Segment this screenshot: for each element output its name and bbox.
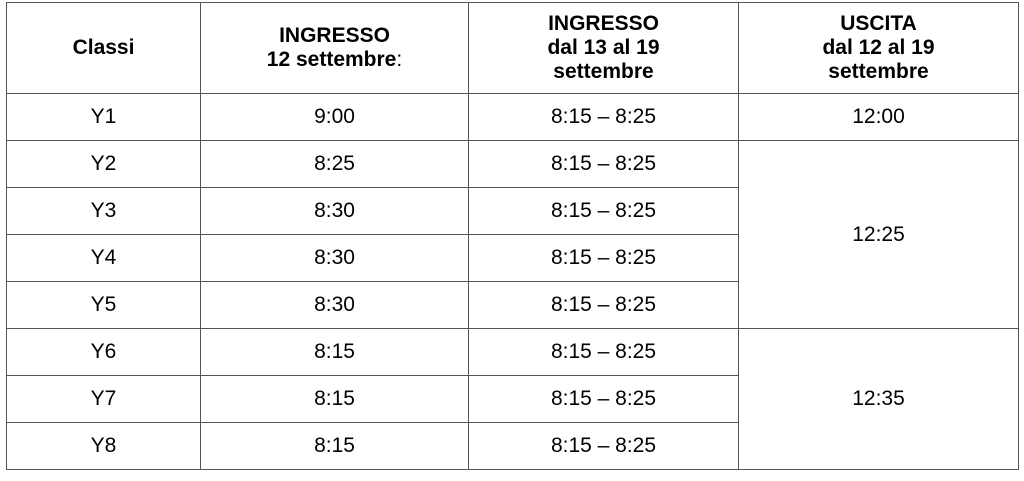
cell-classe: Y5	[7, 282, 201, 329]
header-uscita-line2: dal 12 al 19	[822, 36, 935, 59]
cell-ingresso-13-19: 8:15 – 8:25	[469, 282, 739, 329]
cell-classe: Y7	[7, 376, 201, 423]
header-uscita-line3: settembre	[828, 60, 929, 83]
table-row	[7, 329, 1019, 376]
cell-ingresso-12: 8:15	[201, 329, 469, 376]
header-row	[7, 3, 1019, 94]
header-ingresso-13-19-line3: settembre	[553, 60, 654, 83]
cell-ingresso-12: 8:30	[201, 282, 469, 329]
header-ingresso-13-19-line2: dal 13 al 19	[547, 36, 660, 59]
cell-classe: Y4	[7, 235, 201, 282]
cell-ingresso-13-19: 8:15 – 8:25	[469, 188, 739, 235]
header-ingresso-12-line2: 12 settembre	[266, 48, 397, 71]
header-ingresso-13-19	[469, 3, 739, 94]
cell-classe: Y2	[7, 141, 201, 188]
schedule-table	[6, 2, 1019, 470]
header-classi	[7, 3, 201, 94]
header-ingresso-12-line1: INGRESSO	[279, 24, 390, 47]
cell-ingresso-12: 8:15	[201, 423, 469, 470]
cell-uscita: 12:00	[739, 94, 1019, 141]
cell-ingresso-12: 9:00	[201, 94, 469, 141]
header-ingresso-12-line2-wrap	[201, 48, 468, 72]
header-ingresso-12-colon: :	[396, 48, 403, 71]
cell-classe: Y6	[7, 329, 201, 376]
cell-ingresso-13-19: 8:15 – 8:25	[469, 235, 739, 282]
cell-classe: Y8	[7, 423, 201, 470]
header-classi-label: Classi	[72, 36, 135, 59]
cell-ingresso-12: 8:30	[201, 235, 469, 282]
header-ingresso-12-settembre	[201, 3, 469, 94]
cell-ingresso-13-19: 8:15 – 8:25	[469, 423, 739, 470]
cell-ingresso-13-19: 8:15 – 8:25	[469, 376, 739, 423]
cell-uscita: 12:35	[739, 329, 1019, 470]
cell-ingresso-12: 8:25	[201, 141, 469, 188]
cell-ingresso-13-19: 8:15 – 8:25	[469, 141, 739, 188]
cell-uscita: 12:25	[739, 141, 1019, 329]
header-ingresso-13-19-line1: INGRESSO	[548, 12, 659, 35]
cell-classe: Y1	[7, 94, 201, 141]
cell-ingresso-13-19: 8:15 – 8:25	[469, 94, 739, 141]
cell-ingresso-13-19: 8:15 – 8:25	[469, 329, 739, 376]
cell-ingresso-12: 8:30	[201, 188, 469, 235]
table-row	[7, 94, 1019, 141]
cell-ingresso-12: 8:15	[201, 376, 469, 423]
cell-classe: Y3	[7, 188, 201, 235]
header-uscita-line1: USCITA	[840, 12, 917, 35]
table-row	[7, 141, 1019, 188]
header-uscita	[739, 3, 1019, 94]
